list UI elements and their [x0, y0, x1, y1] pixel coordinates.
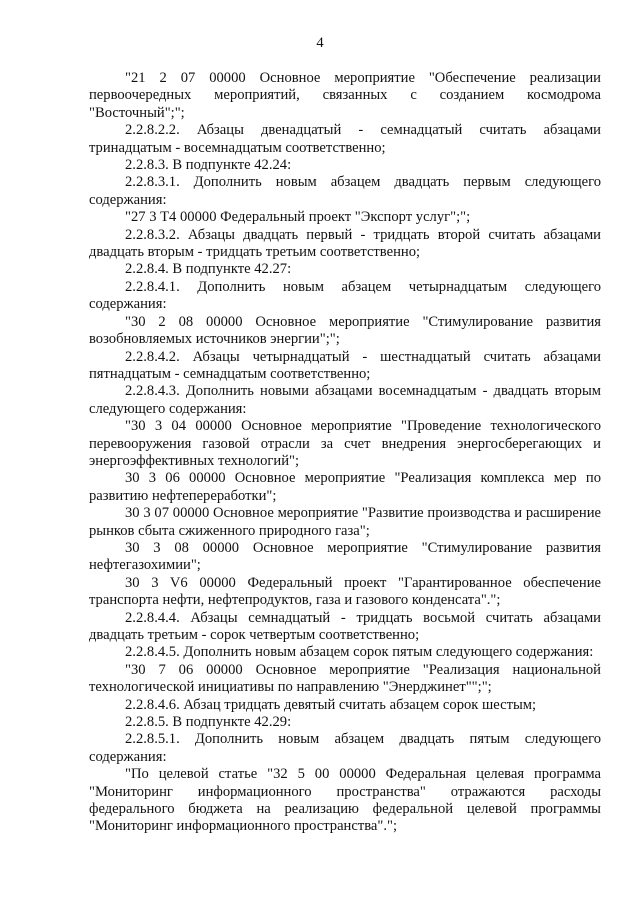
paragraph: 2.2.8.4.1. Дополнить новым абзацем четырнадцатым следующего содержания:: [89, 278, 601, 313]
paragraph: 2.2.8.4.6. Абзац тридцать девятый считать абзацем сорок шестым;: [125, 696, 537, 713]
paragraph: 2.2.8.4. В подпункте 42.27:: [125, 261, 292, 278]
document-body: [89, 70, 601, 836]
paragraph: "27 3 Т4 00000 Федеральный проект "Экспорт услуг";";: [125, 209, 471, 226]
paragraph: 2.2.8.4.3. Дополнить новыми абзацами восемнадцатым - двадцать вторым следующего содержания:: [89, 383, 601, 417]
paragraph: 2.2.8.5. В подпункте 42.29:: [125, 714, 292, 731]
page-number: 4: [316, 35, 324, 51]
paragraph: 30 3 08 00000 Основное мероприятие "Стимулирование развития нефтегазохимии";: [89, 539, 601, 574]
paragraph: "30 2 08 00000 Основное мероприятие "Стимулирование развития возобновляемых источников энергии";";: [89, 313, 601, 348]
paragraph: 2.2.8.4.4. Абзацы семнадцатый - тридцать восьмой считать абзацами двадцать третьим - сорок четвертым соответственно;: [89, 609, 601, 643]
paragraph: "По целевой статье "32 5 00 00000 Федеральная целевая программа "Мониторинг информационного пространства" отражаются расходы федерального бюджета на реализацию федеральной целевой программы "Мониторинг информационного пространства".";: [89, 766, 601, 835]
paragraph: "30 7 06 00000 Основное мероприятие "Реализация национальной технологической инициативы по направлению "Энерджинет"";";: [89, 661, 601, 696]
paragraph: 30 3 06 00000 Основное мероприятие "Реализация комплекса мер по развитию нефтепереработки";: [89, 470, 601, 504]
paragraph: 30 3 V6 00000 Федеральный проект "Гарантированное обеспечение транспорта нефти, нефтепродуктов, газа и газового конденсата".";: [89, 574, 601, 609]
paragraph: 2.2.8.2.2. Абзацы двенадцатый - семнадцатый считать абзацами тринадцатым - восемнадцатым соответственно;: [89, 122, 601, 156]
paragraph: 2.2.8.3.2. Абзацы двадцать первый - тридцать второй считать абзацами двадцать вторым - тридцать третьим соответственно;: [89, 226, 601, 261]
paragraph: 30 3 07 00000 Основное мероприятие "Развитие производства и расширение рынков сбыта сжиженного природного газа";: [89, 505, 601, 539]
paragraph: 2.2.8.4.5. Дополнить новым абзацем сорок пятым следующего содержания:: [125, 644, 594, 661]
paragraph: 2.2.8.3.1. Дополнить новым абзацем двадцать первым следующего содержания:: [89, 174, 601, 208]
paragraph: 2.2.8.4.2. Абзацы четырнадцатый - шестнадцатый считать абзацами пятнадцатым - семнадцатым соответственно;: [89, 348, 601, 382]
paragraph: 2.2.8.3. В подпункте 42.24:: [125, 157, 292, 174]
paragraph: 2.2.8.5.1. Дополнить новым абзацем двадцать пятым следующего содержания:: [89, 731, 601, 765]
paragraph: "30 3 04 00000 Основное мероприятие "Проведение технологического перевооружения газовой отрасли за счет внедрения энергосберегающих и энергоэффективных технологий";: [89, 418, 601, 469]
paragraph: "21 2 07 00000 Основное мероприятие "Обеспечение реализации первоочередных мероприятий, связанных с созданием космодрома "Восточный";";: [89, 70, 601, 121]
